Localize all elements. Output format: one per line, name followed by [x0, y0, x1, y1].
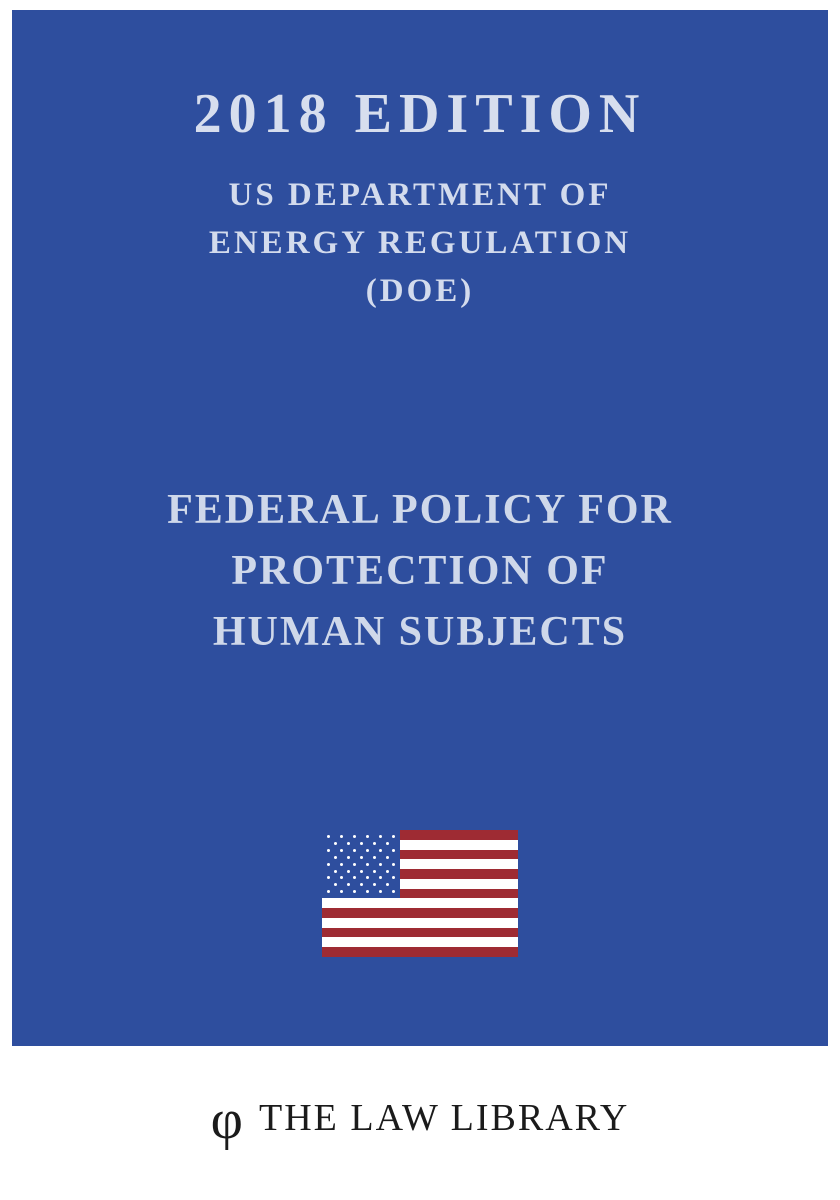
flag-star: [366, 863, 369, 866]
flag-star: [360, 842, 363, 845]
cover-title-block: [12, 480, 828, 663]
flag-star: [340, 863, 343, 866]
flag-star: [373, 883, 376, 886]
flag-star: [386, 842, 389, 845]
flag-star: [340, 876, 343, 879]
flag-emblem-container: [12, 830, 828, 957]
flag-star: [360, 883, 363, 886]
flag-star: [379, 863, 382, 866]
flag-star: [392, 890, 395, 893]
page-title-line-1: FEDERAL POLICY FOR: [167, 487, 673, 533]
publisher-band: [12, 1046, 828, 1190]
flag-star: [327, 890, 330, 893]
flag-star: [327, 835, 330, 838]
flag-star: [366, 876, 369, 879]
flag-star: [353, 835, 356, 838]
flag-star: [347, 870, 350, 873]
agency-line-3: (DOE): [365, 273, 475, 310]
flag-star: [373, 842, 376, 845]
publisher-name: THE LAW LIBRARY: [258, 1097, 630, 1139]
flag-star: [386, 856, 389, 859]
flag-star: [327, 876, 330, 879]
flag-star: [366, 835, 369, 838]
cover-header-block: [12, 82, 828, 316]
agency-line-2: ENERGY REGULATION: [208, 225, 632, 262]
flag-star: [392, 835, 395, 838]
flag-star: [327, 863, 330, 866]
phi-symbol-icon: φ: [210, 1089, 243, 1151]
flag-stripe: [322, 908, 518, 918]
flag-star: [334, 870, 337, 873]
flag-star: [353, 876, 356, 879]
flag-star: [353, 849, 356, 852]
flag-star: [386, 870, 389, 873]
flag-star: [353, 863, 356, 866]
flag-star: [379, 876, 382, 879]
flag-star: [360, 870, 363, 873]
flag-star: [347, 842, 350, 845]
agency-line-1: US DEPARTMENT OF: [228, 177, 612, 214]
flag-stripe: [322, 947, 518, 957]
flag-star: [379, 890, 382, 893]
page-title-line-3: HUMAN SUBJECTS: [212, 608, 628, 655]
flag-stripe: [322, 928, 518, 938]
flag-star: [392, 863, 395, 866]
flag-canton: [322, 830, 400, 898]
flag-star: [353, 890, 356, 893]
flag-star: [366, 849, 369, 852]
flag-star: [327, 849, 330, 852]
flag-star: [340, 835, 343, 838]
flag-star: [386, 883, 389, 886]
flag-star: [334, 856, 337, 859]
cover-blue-field: [12, 10, 828, 1046]
flag-star: [347, 856, 350, 859]
flag-star: [340, 890, 343, 893]
flag-star: [373, 856, 376, 859]
flag-star: [392, 849, 395, 852]
edition-label: 2018 EDITION: [193, 83, 647, 145]
flag-star: [379, 835, 382, 838]
publisher-logo: [210, 1089, 630, 1151]
page-title-line-2: PROTECTION OF: [231, 547, 609, 594]
flag-star: [366, 890, 369, 893]
flag-star: [360, 856, 363, 859]
us-flag-icon: [322, 830, 518, 957]
flag-star: [334, 842, 337, 845]
flag-star: [373, 870, 376, 873]
flag-star: [334, 883, 337, 886]
flag-star: [340, 849, 343, 852]
flag-star: [347, 883, 350, 886]
cover-canvas: [12, 10, 828, 1190]
flag-star: [392, 876, 395, 879]
flag-star: [379, 849, 382, 852]
